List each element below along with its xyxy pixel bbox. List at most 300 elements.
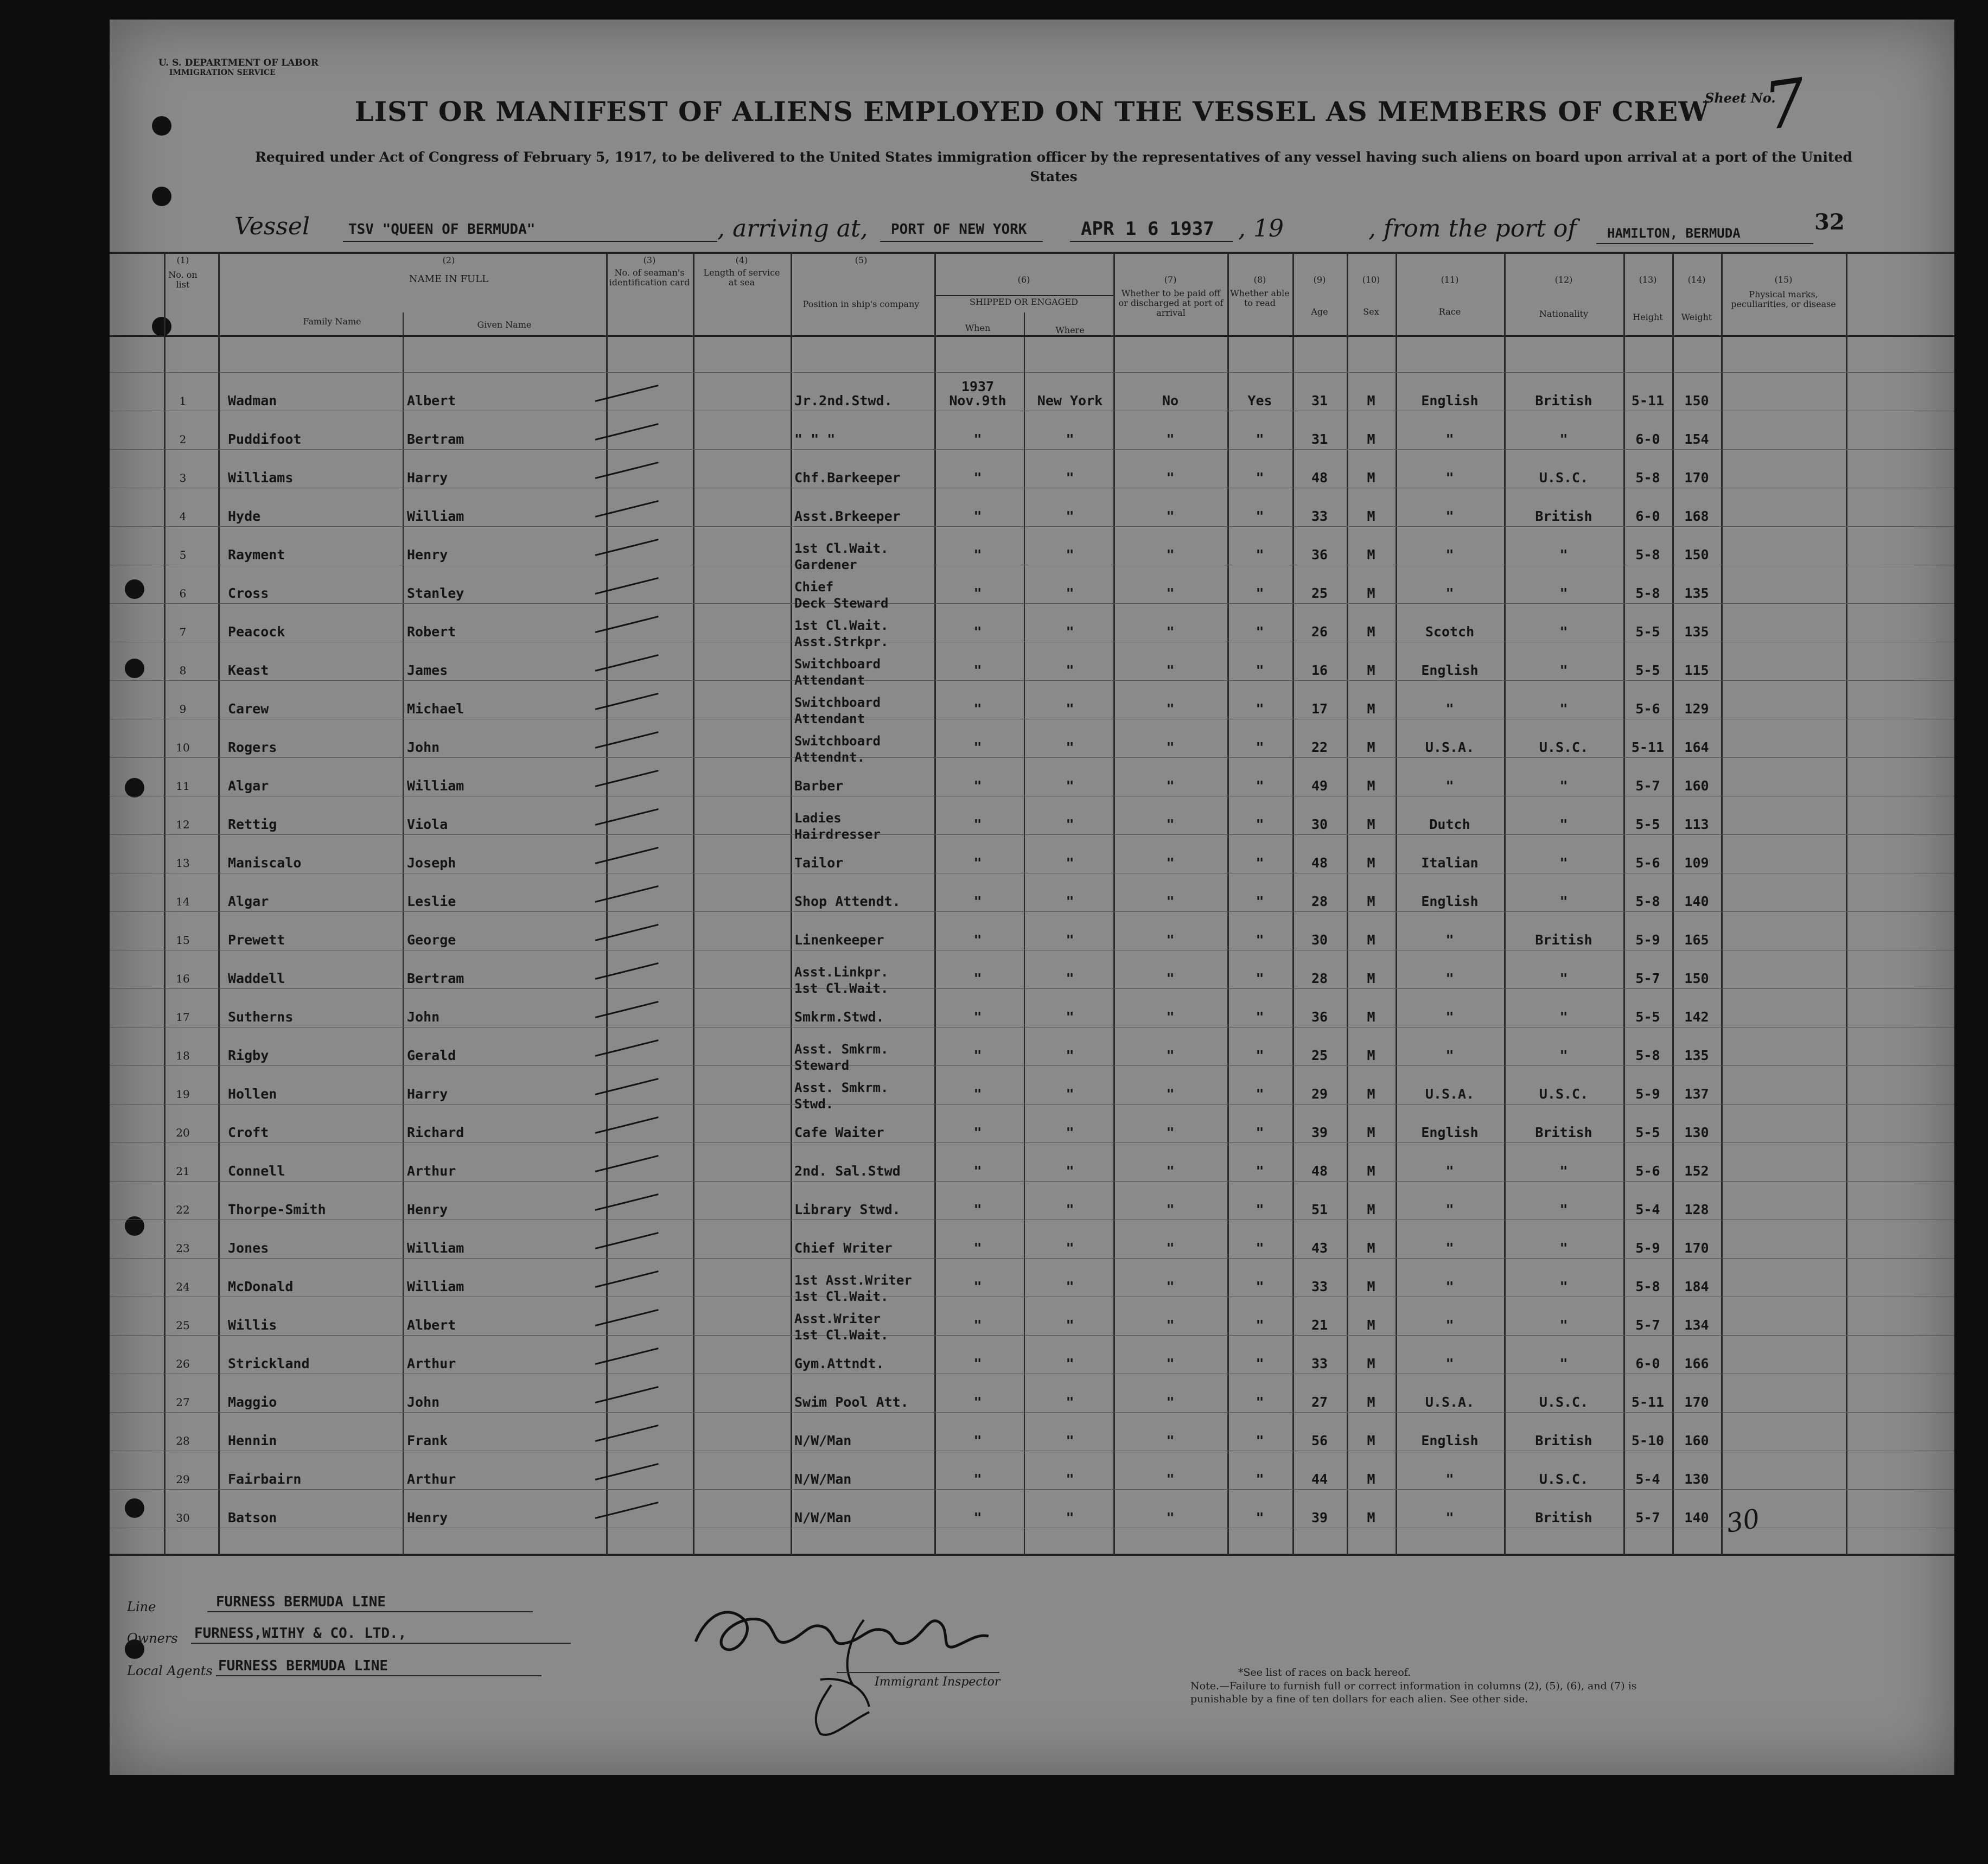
col-num-3: (3): [643, 255, 656, 265]
cell-race: ": [1445, 547, 1454, 563]
cell-age: 33: [1311, 1279, 1328, 1294]
cell-nationality: ": [1559, 893, 1568, 909]
cell-given: Arthur: [407, 1163, 456, 1179]
cell-family: Hyde: [228, 508, 261, 524]
agents-label: Local Agents: [127, 1663, 213, 1678]
cell-weight: 166: [1684, 1356, 1709, 1371]
col-num-12: (12): [1554, 275, 1573, 285]
cell-when: ": [973, 470, 982, 486]
cell-weight: 152: [1684, 1163, 1709, 1179]
cell-race: ": [1445, 701, 1454, 717]
cell-when: ": [973, 1163, 982, 1179]
cell-position: Asst. Smkrm. Stwd.: [794, 1080, 889, 1112]
cell-family: Thorpe-Smith: [228, 1202, 326, 1217]
cell-paid: ": [1166, 470, 1175, 486]
cell-where: ": [1066, 585, 1074, 601]
cell-weight: 164: [1684, 739, 1709, 755]
cell-race: U.S.A.: [1425, 1394, 1475, 1410]
check-mark: [595, 1309, 659, 1326]
cell-weight: 154: [1684, 431, 1709, 447]
cell-read: ": [1256, 1009, 1264, 1025]
cell-given: Arthur: [407, 1356, 456, 1371]
punch-hole: [152, 317, 171, 336]
cell-weight: 160: [1684, 778, 1709, 794]
col-num-2: (2): [442, 255, 455, 265]
cell-family: Strickland: [228, 1356, 310, 1371]
cell-nationality: ": [1559, 624, 1568, 640]
cell-no: 9: [179, 703, 187, 716]
col-head-length: Length of service at sea: [703, 267, 780, 288]
cell-position: Cafe Waiter: [794, 1125, 884, 1140]
cell-paid: ": [1166, 508, 1175, 524]
cell-where: ": [1066, 893, 1074, 909]
cell-sex: M: [1367, 508, 1375, 524]
cell-where: ": [1066, 1317, 1074, 1333]
cell-family: Carew: [228, 701, 269, 717]
cell-nationality: U.S.C.: [1539, 1471, 1589, 1487]
col-head-id-card: No. of seaman's identification card: [609, 267, 690, 288]
cell-no: 4: [179, 510, 187, 523]
cell-weight: 130: [1684, 1471, 1709, 1487]
cell-where: ": [1066, 1471, 1074, 1487]
cell-weight: 137: [1684, 1086, 1709, 1102]
cell-race: English: [1421, 1125, 1479, 1140]
shipped-year: 1937: [961, 379, 995, 394]
cell-no: 17: [176, 1011, 190, 1024]
check-mark: [595, 885, 659, 903]
penalty-note: Note.—Failure to furnish full or correct information in columns (2), (5), (6), and (7) is punishable by a fine of ten dollars for each alien. See other side.: [1190, 1680, 1637, 1705]
cell-paid: ": [1166, 893, 1175, 909]
manifest-sheet: [110, 20, 1954, 1775]
cell-where: ": [1066, 1202, 1074, 1217]
cell-race: English: [1421, 662, 1479, 678]
line-label: Line: [127, 1599, 156, 1614]
punch-hole: [152, 187, 171, 206]
cell-where: ": [1066, 1433, 1074, 1448]
cell-nationality: British: [1535, 508, 1592, 524]
cell-paid: ": [1166, 932, 1175, 948]
cell-height: 5-11: [1631, 739, 1665, 755]
cell-where: ": [1066, 1356, 1074, 1371]
cell-weight: 168: [1684, 508, 1709, 524]
cell-weight: 135: [1684, 1048, 1709, 1063]
cell-weight: 170: [1684, 470, 1709, 486]
cell-sex: M: [1367, 971, 1375, 986]
cell-nationality: ": [1559, 1163, 1568, 1179]
cell-age: 28: [1311, 971, 1328, 986]
cell-paid: ": [1166, 1279, 1175, 1294]
cell-position: 2nd. Sal.Stwd: [794, 1163, 901, 1179]
cell-paid: ": [1166, 1240, 1175, 1256]
cell-where: ": [1066, 778, 1074, 794]
cell-weight: 115: [1684, 662, 1709, 678]
agency-service: IMMIGRATION SERVICE: [169, 68, 276, 77]
punch-hole: [125, 1498, 144, 1518]
cell-when: ": [973, 971, 982, 986]
cell-position: Chief Writer: [794, 1240, 893, 1256]
check-mark: [595, 731, 659, 749]
cell-no: 7: [179, 625, 187, 639]
cell-when: ": [973, 585, 982, 601]
check-mark: [595, 1078, 659, 1095]
cell-read: ": [1256, 893, 1264, 909]
cell-given: Leslie: [407, 893, 456, 909]
cell-nationality: British: [1535, 393, 1592, 408]
cell-read: ": [1256, 1510, 1264, 1525]
cell-where: ": [1066, 855, 1074, 871]
cell-paid: ": [1166, 1356, 1175, 1371]
cell-read: ": [1256, 547, 1264, 563]
cell-given: Harry: [407, 470, 448, 486]
cell-family: Rigby: [228, 1048, 269, 1063]
cell-position: Switchboard Attendant: [794, 656, 881, 688]
cell-race: English: [1421, 393, 1479, 408]
cell-nationality: ": [1559, 1356, 1568, 1371]
sheet-label: Sheet No.: [1705, 90, 1776, 106]
cell-weight: 135: [1684, 624, 1709, 640]
punch-hole: [125, 659, 144, 678]
cell-no: 30: [176, 1511, 190, 1524]
cell-paid: ": [1166, 971, 1175, 986]
cell-age: 25: [1311, 585, 1328, 601]
cell-sex: M: [1367, 893, 1375, 909]
cell-nationality: British: [1535, 1433, 1592, 1448]
cell-weight: 140: [1684, 893, 1709, 909]
cell-paid: ": [1166, 547, 1175, 563]
cell-age: 33: [1311, 508, 1328, 524]
col-head-weight: Weight: [1681, 312, 1712, 322]
cell-height: 5-7: [1635, 1510, 1660, 1525]
arrival-port: PORT OF NEW YORK: [891, 221, 1027, 238]
owners-name: FURNESS,WITHY & CO. LTD.,: [194, 1625, 407, 1642]
cell-height: 5-8: [1635, 470, 1660, 486]
check-mark: [595, 808, 659, 826]
cell-when: ": [973, 739, 982, 755]
cell-family: Waddell: [228, 971, 285, 986]
cell-position: Linenkeeper: [794, 932, 884, 948]
year-label: , 19: [1238, 215, 1284, 242]
cell-given: Henry: [407, 1202, 448, 1217]
cell-family: Maggio: [228, 1394, 277, 1410]
cell-weight: 128: [1684, 1202, 1709, 1217]
col-num-4: (4): [735, 255, 748, 265]
check-mark: [595, 770, 659, 787]
cell-no: 29: [176, 1473, 190, 1486]
cell-family: Peacock: [228, 624, 285, 640]
cell-sex: M: [1367, 431, 1375, 447]
cell-where: ": [1066, 701, 1074, 717]
cell-weight: 170: [1684, 1394, 1709, 1410]
cell-race: U.S.A.: [1425, 739, 1475, 755]
cell-weight: 113: [1684, 816, 1709, 832]
cell-sex: M: [1367, 701, 1375, 717]
check-mark: [595, 616, 659, 633]
cell-nationality: ": [1559, 1202, 1568, 1217]
cell-height: 5-9: [1635, 1240, 1660, 1256]
cell-weight: 140: [1684, 1510, 1709, 1525]
col-head-shipped: SHIPPED OR ENGAGED: [970, 297, 1078, 307]
cell-race: Scotch: [1425, 624, 1475, 640]
cell-race: ": [1445, 1279, 1454, 1294]
cell-nationality: ": [1559, 1317, 1568, 1333]
cell-sex: M: [1367, 1510, 1375, 1525]
cell-where: ": [1066, 624, 1074, 640]
col-num-14: (14): [1687, 275, 1706, 285]
cell-family: Prewett: [228, 932, 285, 948]
cell-position: 1st Asst.Writer 1st Cl.Wait.: [794, 1273, 912, 1304]
cell-position: N/W/Man: [794, 1510, 852, 1525]
cell-read: ": [1256, 508, 1264, 524]
cell-given: Gerald: [407, 1048, 456, 1063]
cell-given: William: [407, 508, 464, 524]
cell-weight: 184: [1684, 1279, 1709, 1294]
cell-read: ": [1256, 1163, 1264, 1179]
cell-family: Rayment: [228, 547, 285, 563]
check-mark: [595, 577, 659, 595]
cell-age: 27: [1311, 1394, 1328, 1410]
cell-weight: 165: [1684, 932, 1709, 948]
cell-height: 5-5: [1635, 816, 1660, 832]
check-mark: [595, 1386, 659, 1403]
cell-family: Hennin: [228, 1433, 277, 1448]
cell-age: 25: [1311, 1048, 1328, 1063]
owners-label: Owners: [127, 1631, 178, 1646]
cell-paid: ": [1166, 816, 1175, 832]
cell-nationality: British: [1535, 932, 1592, 948]
check-mark: [595, 693, 659, 710]
cell-paid: ": [1166, 662, 1175, 678]
cell-height: 5-5: [1635, 1125, 1660, 1140]
cell-read: ": [1256, 1433, 1264, 1448]
cell-given: Frank: [407, 1433, 448, 1448]
cell-when: ": [973, 1433, 982, 1448]
col-head-when: When: [965, 323, 991, 333]
cell-position: Smkrm.Stwd.: [794, 1009, 884, 1025]
cell-where: ": [1066, 1279, 1074, 1294]
check-mark: [595, 1155, 659, 1172]
agency-name: U. S. DEPARTMENT OF LABOR: [158, 58, 318, 68]
cell-family: Croft: [228, 1125, 269, 1140]
cell-when: Nov.9th: [949, 393, 1006, 408]
cell-race: ": [1445, 1240, 1454, 1256]
cell-read: ": [1256, 816, 1264, 832]
cell-race: ": [1445, 1471, 1454, 1487]
cell-nationality: ": [1559, 816, 1568, 832]
cell-read: ": [1256, 778, 1264, 794]
cell-race: English: [1421, 1433, 1479, 1448]
cell-height: 5-11: [1631, 1394, 1665, 1410]
cell-given: Bertram: [407, 971, 464, 986]
cell-nationality: ": [1559, 431, 1568, 447]
check-mark: [595, 847, 659, 864]
cell-where: ": [1066, 662, 1074, 678]
cell-read: ": [1256, 1317, 1264, 1333]
check-mark: [595, 962, 659, 980]
cell-paid: ": [1166, 1433, 1175, 1448]
cell-age: 30: [1311, 816, 1328, 832]
cell-position: 1st Cl.Wait. Asst.Strkpr.: [794, 618, 889, 649]
cell-family: McDonald: [228, 1279, 294, 1294]
cell-age: 16: [1311, 662, 1328, 678]
cell-race: ": [1445, 1163, 1454, 1179]
cell-nationality: ": [1559, 662, 1568, 678]
page-number: 32: [1814, 209, 1845, 235]
cell-given: Henry: [407, 547, 448, 563]
cell-sex: M: [1367, 1317, 1375, 1333]
cell-where: ": [1066, 508, 1074, 524]
cell-height: 5-9: [1635, 932, 1660, 948]
cell-given: Bertram: [407, 431, 464, 447]
cell-sex: M: [1367, 585, 1375, 601]
cell-given: John: [407, 1009, 440, 1025]
col-head-height: Height: [1633, 312, 1663, 322]
cell-given: John: [407, 1394, 440, 1410]
cell-nationality: British: [1535, 1510, 1592, 1525]
cell-position: Jr.2nd.Stwd.: [794, 393, 893, 408]
cell-race: ": [1445, 585, 1454, 601]
cell-age: 17: [1311, 701, 1328, 717]
cell-when: ": [973, 1356, 982, 1371]
cell-family: Keast: [228, 662, 269, 678]
agents-name: FURNESS BERMUDA LINE: [218, 1658, 388, 1674]
cell-weight: 150: [1684, 393, 1709, 408]
cell-age: 36: [1311, 1009, 1328, 1025]
cell-sex: M: [1367, 547, 1375, 563]
cell-race: ": [1445, 1356, 1454, 1371]
vessel-label: Vessel: [234, 213, 310, 240]
cell-no: 22: [176, 1203, 190, 1216]
check-mark: [595, 654, 659, 672]
cell-sex: M: [1367, 1240, 1375, 1256]
cell-given: Michael: [407, 701, 464, 717]
col-head-paid-off: Whether to be paid off or discharged at port of arrival: [1118, 288, 1224, 318]
cell-no: 11: [176, 780, 190, 793]
cell-paid: ": [1166, 701, 1175, 717]
cell-sex: M: [1367, 1163, 1375, 1179]
cell-given: Richard: [407, 1125, 464, 1140]
cell-given: Albert: [407, 1317, 456, 1333]
cell-read: ": [1256, 1048, 1264, 1063]
cell-when: ": [973, 1086, 982, 1102]
cell-nationality: U.S.C.: [1539, 1394, 1589, 1410]
cell-paid: ": [1166, 1048, 1175, 1063]
cell-given: Viola: [407, 816, 448, 832]
cell-when: ": [973, 1048, 982, 1063]
cell-age: 22: [1311, 739, 1328, 755]
cell-weight: 170: [1684, 1240, 1709, 1256]
cell-position: Asst.Linkpr. 1st Cl.Wait.: [794, 965, 889, 996]
inspector-signature: [685, 1582, 1119, 1745]
cell-paid: ": [1166, 585, 1175, 601]
cell-when: ": [973, 1279, 982, 1294]
cell-height: 5-5: [1635, 1009, 1660, 1025]
cell-no: 1: [179, 394, 187, 407]
cell-no: 24: [176, 1280, 190, 1293]
cell-height: 5-8: [1635, 547, 1660, 563]
cell-height: 5-4: [1635, 1202, 1660, 1217]
cell-where: ": [1066, 1048, 1074, 1063]
page-title: LIST OR MANIFEST OF ALIENS EMPLOYED ON THE VESSEL AS MEMBERS OF CREW: [354, 95, 1710, 127]
cell-height: 5-8: [1635, 585, 1660, 601]
cell-no: 13: [176, 857, 190, 870]
col-head-age: Age: [1311, 307, 1328, 317]
col-num-11: (11): [1441, 275, 1459, 285]
col-head-read: Whether able to read: [1230, 288, 1290, 308]
cell-given: Harry: [407, 1086, 448, 1102]
check-mark: [595, 1001, 659, 1018]
col-num-8: (8): [1253, 275, 1266, 285]
cell-read: ": [1256, 855, 1264, 871]
cell-height: 5-11: [1631, 393, 1665, 408]
cell-height: 6-0: [1635, 508, 1660, 524]
cell-height: 5-8: [1635, 1048, 1660, 1063]
cell-nationality: ": [1559, 971, 1568, 986]
col-head-where: Where: [1055, 325, 1085, 335]
cell-when: ": [973, 547, 982, 563]
col-num-13: (13): [1639, 275, 1657, 285]
cell-family: Willis: [228, 1317, 277, 1333]
cell-race: Dutch: [1429, 816, 1470, 832]
vessel-name: TSV "QUEEN OF BERMUDA": [348, 221, 536, 238]
cell-height: 5-5: [1635, 624, 1660, 640]
cell-race: ": [1445, 1317, 1454, 1333]
cell-height: 5-8: [1635, 893, 1660, 909]
cell-where: ": [1066, 1240, 1074, 1256]
col-head-physical: Physical marks, peculiarities, or disease: [1731, 289, 1836, 309]
cell-position: N/W/Man: [794, 1471, 852, 1487]
cell-no: 10: [176, 741, 190, 754]
cell-position: Asst. Smkrm. Steward: [794, 1042, 889, 1073]
cell-nationality: U.S.C.: [1539, 739, 1589, 755]
cell-family: Wadman: [228, 393, 277, 408]
cell-height: 5-5: [1635, 662, 1660, 678]
cell-nationality: ": [1559, 1048, 1568, 1063]
cell-given: William: [407, 778, 464, 794]
cell-read: ": [1256, 1202, 1264, 1217]
check-mark: [595, 1116, 659, 1134]
cell-weight: 130: [1684, 1125, 1709, 1140]
cell-height: 5-4: [1635, 1471, 1660, 1487]
cell-where: ": [1066, 739, 1074, 755]
cell-height: 5-9: [1635, 1086, 1660, 1102]
cell-sex: M: [1367, 662, 1375, 678]
cell-no: 3: [179, 471, 187, 484]
cell-when: ": [973, 1240, 982, 1256]
cell-paid: ": [1166, 855, 1175, 871]
cell-sex: M: [1367, 1394, 1375, 1410]
cell-nationality: ": [1559, 1279, 1568, 1294]
cell-age: 39: [1311, 1125, 1328, 1140]
cell-when: ": [973, 1009, 982, 1025]
cell-age: 56: [1311, 1433, 1328, 1448]
cell-age: 48: [1311, 1163, 1328, 1179]
cell-weight: 142: [1684, 1009, 1709, 1025]
cell-position: Shop Attendt.: [794, 893, 901, 909]
cell-no: 12: [176, 818, 190, 831]
cell-no: 6: [179, 587, 187, 600]
cell-age: 51: [1311, 1202, 1328, 1217]
cell-read: ": [1256, 624, 1264, 640]
cell-when: ": [973, 1471, 982, 1487]
cell-read: ": [1256, 1125, 1264, 1140]
cell-no: 19: [176, 1088, 190, 1101]
cell-where: New York: [1037, 393, 1103, 408]
cell-read: ": [1256, 739, 1264, 755]
cell-no: 8: [179, 664, 187, 677]
cell-sex: M: [1367, 393, 1375, 408]
cell-where: ": [1066, 1394, 1074, 1410]
cell-race: ": [1445, 971, 1454, 986]
